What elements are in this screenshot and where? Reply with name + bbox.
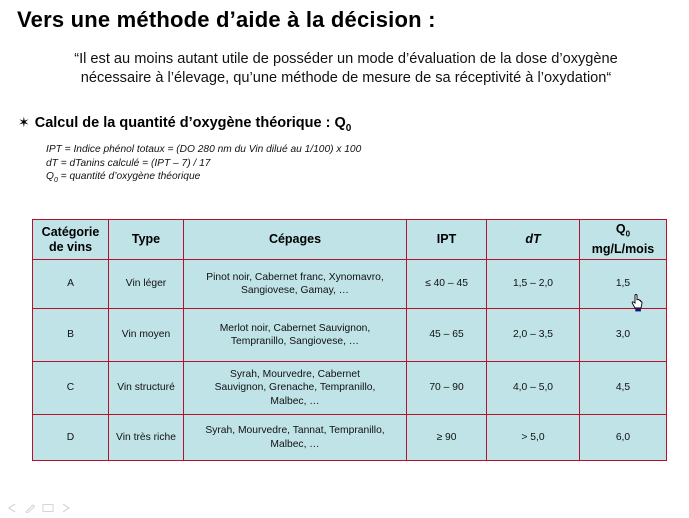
formula-block [46,143,361,188]
wine-category-table [32,219,667,461]
cell-q0: 3,0 [580,309,667,362]
slideshow-toolbar[interactable] [6,500,72,510]
cell-q0: 1,5 [580,260,667,309]
cell-cepages: Merlot noir, Cabernet Sauvignon, Tempranillo, Sangiovese, … [184,309,407,362]
cell-categorie: C [33,362,109,415]
formula-dt: dT = dTanins calculé = (IPT – 7) / 17 [46,157,211,169]
header-ipt: IPT [407,220,487,260]
table-row [33,415,667,461]
header-cepages: Cépages [184,220,407,260]
quote-block [20,50,672,88]
section-subscript: 0 [345,122,352,134]
header-categorie: Catégorie de vins [33,220,109,260]
formula-q-symbol: Q [46,171,54,182]
cell-type: Vin très riche [109,415,184,461]
header-type: Type [109,220,184,260]
table-row [33,260,667,309]
cell-dt: 4,0 – 5,0 [487,362,580,415]
table-row [33,309,667,362]
cell-q0: 6,0 [580,415,667,461]
cell-dt: 1,5 – 2,0 [487,260,580,309]
formula-q-subscript: 0 [53,177,58,185]
section-title: Calcul de la quantité d’oxygène théorique : Q [34,115,346,131]
hand-pointer-icon [631,294,643,312]
cell-type: Vin léger [109,260,184,309]
formula-ipt: IPT = Indice phénol totaux = (DO 280 nm du Vin dilué au 1/100) x 100 [46,144,362,155]
table-row [33,362,667,415]
cell-cepages: Syrah, Mourvedre, Cabernet Sauvignon, Grenache, Tempranillo, Malbec, … [184,362,407,415]
cell-cepages: Syrah, Mourvedre, Tannat, Tempranillo, Malbec, … [184,415,407,461]
section-heading [18,114,351,134]
cell-cepages: Pinot noir, Cabernet franc, Xynomavro, Sangiovese, Gamay, … [184,260,407,309]
cell-type: Vin moyen [109,309,184,362]
cell-categorie: A [33,260,109,309]
slide-title: Vers une méthode d’aide à la décision : [17,7,436,32]
next-arrow-icon[interactable] [60,500,72,510]
quote-line-2: nécessaire à l’élevage, qu’une méthode de mesure de sa réceptivité à l’oxydation“ [80,70,612,86]
cell-ipt: 70 – 90 [407,362,487,415]
previous-arrow-icon[interactable] [6,500,18,510]
cell-categorie: D [33,415,109,461]
header-dt: dT [487,220,580,260]
formula-q-text: = quantité d’oxygène théorique [57,171,201,182]
quote-line-1: “Il est au moins autant utile de posséder un mode d’évaluation de la dose d’oxygène [74,51,618,67]
cell-ipt: ≥ 90 [407,415,487,461]
cell-type: Vin structuré [109,362,184,415]
pen-icon[interactable] [24,500,36,510]
cell-q0: 4,5 [580,362,667,415]
cell-ipt: ≤ 40 – 45 [407,260,487,309]
cell-categorie: B [33,309,109,362]
star-bullet-icon: ✶ [18,114,30,130]
header-q0: $Q_0$ mg/L/mois [580,220,667,260]
formula-q0 [46,170,361,188]
cell-dt: 2,0 – 3,5 [487,309,580,362]
cell-dt: > 5,0 [487,415,580,461]
slide-menu-icon[interactable] [42,500,54,510]
table-header-row [33,220,667,260]
cell-ipt: 45 – 65 [407,309,487,362]
